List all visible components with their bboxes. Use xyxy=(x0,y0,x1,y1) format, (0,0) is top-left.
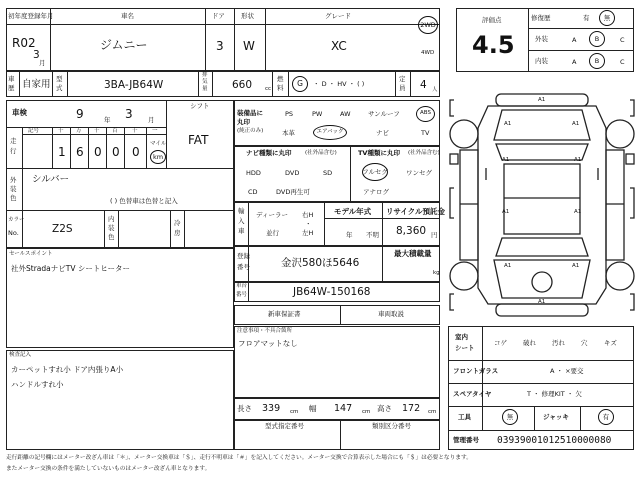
registration-label-2: 番号 xyxy=(237,263,250,271)
capacity-label-2: 員 xyxy=(399,84,406,92)
chassis-value: JB64W-150168 xyxy=(293,286,371,298)
tv-title: TV種類に丸印 xyxy=(358,149,400,157)
model-year-label: モデル年式 xyxy=(334,207,372,216)
score-label: 評価点 xyxy=(482,16,502,24)
repair-label: 修復歴 xyxy=(531,14,551,22)
seat-label-2: シート xyxy=(455,344,475,352)
jack-label: ジャッキ xyxy=(543,413,569,421)
import-label-3: 車 xyxy=(238,227,245,235)
inspection-label: 車検 xyxy=(12,108,27,117)
sales-point-box xyxy=(6,248,234,348)
width-value: 147 xyxy=(334,403,353,414)
equip-sunroof: サンルーフ xyxy=(368,110,400,118)
navi-title-note: (社外品含む) xyxy=(305,150,337,156)
capacity-label-1: 定 xyxy=(399,75,406,83)
import-dealer: ディーラー xyxy=(256,211,288,219)
sales-point-label: セールスポイント xyxy=(9,251,53,257)
registration-label-1: 登録 xyxy=(237,252,250,260)
interior-b-circle: B xyxy=(589,53,605,69)
model-year-unit: 年 xyxy=(346,231,353,239)
inspection-year-unit: 年 xyxy=(104,116,111,124)
grade-value: XC xyxy=(331,39,347,53)
seat-hole: 穴 xyxy=(581,339,588,347)
interior-c: C xyxy=(620,58,625,66)
damage-mark: A1 xyxy=(538,97,546,103)
exterior-a: A xyxy=(572,36,577,44)
first-reg-month-unit: 月 xyxy=(39,59,46,67)
model-label-1: 型 xyxy=(56,75,63,83)
warranty-box xyxy=(234,305,440,325)
warranty-manual: 車両取説 xyxy=(378,310,404,318)
equip-airbag-circle: エアバック xyxy=(313,125,347,140)
color-code-value: Z2S xyxy=(52,223,73,235)
navi-title: ナビ種類に丸印 xyxy=(246,149,292,157)
inspector-line-1: カーペットすれ小 ドア内張りA小 xyxy=(11,365,124,374)
equip-navi: ナビ xyxy=(376,129,389,137)
footer-line-2: またメーター交換の条件を満たしていないものはメーター改ざん車となります。 xyxy=(6,466,211,472)
mileage-label-1: 走 xyxy=(10,137,17,145)
disp-label-1: 排 xyxy=(202,72,208,78)
mileage-header-0: 記号 xyxy=(28,128,40,134)
import-left-h: 左H xyxy=(302,229,314,237)
door-value: 3 xyxy=(216,39,224,53)
import-dot: ・ xyxy=(305,220,312,228)
interior-label: 内装 xyxy=(535,57,548,65)
spare-options: T ・ 修理KIT ・ 欠 xyxy=(527,390,582,398)
drive-4wd: 4WD xyxy=(421,50,435,56)
equip-leather: 本革 xyxy=(282,129,295,137)
chassis-label-1: 車台 xyxy=(236,283,248,289)
width-unit: cm xyxy=(362,409,371,415)
score-value: 4.5 xyxy=(472,31,515,59)
mgmt-label: 管理番号 xyxy=(453,436,479,444)
name-value: ジムニー xyxy=(100,38,148,52)
fuel-label-2: 料 xyxy=(277,84,284,92)
caution-text: フロアマットなし xyxy=(238,339,298,348)
recycle-label: リサイクル預託金 xyxy=(386,207,445,216)
equipment-title-2: 丸印 xyxy=(237,118,250,126)
first-reg-year: R02 xyxy=(12,36,36,50)
name-label: 車名 xyxy=(121,12,134,20)
disp-label-3: 量 xyxy=(202,86,208,92)
color-code-label-2: No. xyxy=(8,229,19,237)
tv-fullseg-circle: フルセグ xyxy=(362,163,388,181)
exterior-c: C xyxy=(620,36,625,44)
use-label-1: 車 xyxy=(8,75,15,83)
fuel-label-1: 燃 xyxy=(277,75,284,83)
tools-value-circle: 無 xyxy=(502,409,518,425)
first-reg-month: 3 xyxy=(33,49,40,61)
damage-mark: A1 xyxy=(502,209,510,215)
import-parallel: 並行 xyxy=(266,229,279,237)
row2-box xyxy=(6,71,440,97)
damage-mark: A1 xyxy=(504,263,512,269)
damage-mark: A1 xyxy=(502,157,510,163)
seat-burn: コゲ xyxy=(494,339,507,347)
navi-hdd: HDD xyxy=(246,169,261,177)
exterior-b-circle: B xyxy=(589,31,605,47)
seat-scratch: キズ xyxy=(604,339,617,347)
repair-no-circle: 無 xyxy=(599,10,615,26)
mileage-header-1: 十 xyxy=(58,128,64,134)
equip-pw: PW xyxy=(312,110,323,118)
length-unit: cm xyxy=(290,409,299,415)
capacity-unit: 人 xyxy=(432,87,438,93)
seat-label-1: 室内 xyxy=(455,333,468,341)
equipment-title-3: (純正のみ) xyxy=(237,128,264,134)
disp-label-2: 気 xyxy=(202,79,208,85)
damage-mark: A1 xyxy=(574,157,582,163)
height-unit: cm xyxy=(428,409,437,415)
door-label: ドア xyxy=(212,12,225,20)
tv-analog: アナログ xyxy=(363,188,389,196)
inspection-month-unit: 月 xyxy=(148,116,155,124)
damage-mark: A1 xyxy=(572,263,580,269)
color-code-label-1: カラー xyxy=(8,217,25,223)
shape-value: W xyxy=(243,39,255,53)
fuel-options-rest: ・ D ・ HV ・ ( ) xyxy=(313,80,365,88)
mileage-digit-5: 0 xyxy=(132,145,140,159)
navi-dvd-play: DVD再生可 xyxy=(276,188,310,196)
shape-label: 形状 xyxy=(241,12,254,20)
color-label-2: 装 xyxy=(10,185,17,193)
color-label-3: 色 xyxy=(10,194,17,202)
caution-label: 注意事項・不具合箇所 xyxy=(237,328,293,334)
drive-2wd-circle: 2WD xyxy=(418,16,438,34)
mileage-label-2: 行 xyxy=(10,147,17,155)
damage-mark: A1 xyxy=(504,121,512,127)
mileage-header-3: 千 xyxy=(94,128,100,134)
height-label: 高さ xyxy=(377,404,392,413)
recycle-value: 8,360 xyxy=(396,225,427,237)
length-label: 長さ xyxy=(237,404,252,413)
ac-label-1: 冷 xyxy=(174,219,181,227)
mileage-digit-3: 0 xyxy=(94,145,102,159)
mileage-header-5: 十 xyxy=(132,128,138,134)
registration-value: 金沢580ほ5646 xyxy=(281,257,360,269)
sales-point-text: 社外StradaナビTV シートヒーター xyxy=(11,264,131,273)
disp-value: 660 xyxy=(232,79,253,91)
import-right-h: 右H xyxy=(302,211,314,219)
damage-mark: A1 xyxy=(574,209,582,215)
height-value: 172 xyxy=(402,403,421,414)
type-class-label: 類別区分番号 xyxy=(372,422,411,430)
tools-label: 工具 xyxy=(458,413,471,421)
ac-label-2: 房 xyxy=(174,229,181,237)
damage-mark: A1 xyxy=(538,299,546,305)
recycle-unit: 円 xyxy=(431,231,438,239)
max-load-label: 最大積載量 xyxy=(394,249,432,258)
mileage-header-4: 百 xyxy=(112,128,118,134)
tv-oneseg: ワンセグ xyxy=(406,169,432,177)
color-note: ( ) 色替車は色替と記入 xyxy=(110,197,178,205)
car-outline-icon xyxy=(448,88,636,324)
inspection-month: 3 xyxy=(125,107,133,121)
glass-options: A ・ ×要交 xyxy=(550,367,584,375)
mgmt-value: 03939001012510000080 xyxy=(497,435,612,446)
car-damage-diagram xyxy=(448,88,636,324)
mileage-header-6: 一 xyxy=(152,128,158,134)
mileage-unit-mile: マイル xyxy=(150,141,167,147)
exterior-label: 外装 xyxy=(535,35,548,43)
color-label-1: 外 xyxy=(10,176,17,184)
equip-aw: AW xyxy=(340,110,351,118)
type-spec-label: 型式指定番号 xyxy=(265,422,304,430)
interior-color-label-3: 色 xyxy=(108,233,115,241)
chassis-label-2: 番号 xyxy=(236,292,248,298)
color-value: シルバー xyxy=(32,174,70,185)
width-label: 幅 xyxy=(309,404,317,413)
capacity-value: 4 xyxy=(420,79,427,91)
model-label-2: 式 xyxy=(56,84,63,92)
max-load-unit: kg xyxy=(433,270,440,276)
mileage-digit-1: 1 xyxy=(58,145,66,159)
first-reg-label: 初年度登録年月 xyxy=(8,12,54,20)
seat-tear: 破れ xyxy=(523,339,536,347)
tv-title-note: (社外品含む) xyxy=(408,150,440,156)
mileage-digit-2: 6 xyxy=(76,145,84,159)
disp-unit: cc xyxy=(265,86,272,92)
model-year-unknown: 不明 xyxy=(366,231,379,239)
interior-a: A xyxy=(572,58,577,66)
inspection-year: 9 xyxy=(76,107,84,121)
use-label-2: 歴 xyxy=(8,84,15,92)
warranty-new-car: 新車保証書 xyxy=(268,310,301,318)
grade-label: グレード xyxy=(325,12,351,20)
import-label-2: 入 xyxy=(238,217,245,225)
import-label-1: 輸 xyxy=(238,207,245,215)
equip-abs-circle: ABS xyxy=(416,106,435,122)
inspector-label: 検査記入 xyxy=(9,352,32,358)
model-value: 3BA-JB64W xyxy=(104,79,164,91)
repair-yes: 有 xyxy=(583,14,590,22)
equipment-title-1: 装備品に xyxy=(237,109,263,117)
damage-mark: A1 xyxy=(572,121,580,127)
navi-cd: CD xyxy=(248,188,258,196)
interior-color-label-1: 内 xyxy=(108,215,115,223)
glass-label: フロントガラス xyxy=(453,367,499,375)
navi-sd: SD xyxy=(323,169,333,177)
use-value: 自家用 xyxy=(22,79,51,90)
footer-line-1: 走行距離の記号欄にはメーター改ざん車は「＊」、メーター交換車は「＄」、走行不明車は「＃」を記入してください。メーター交換で合算表示した場合にも「＄」は必要となります。 xyxy=(6,455,472,461)
shift-value: FAT xyxy=(188,133,209,147)
equip-tv: TV xyxy=(421,129,430,137)
length-value: 339 xyxy=(262,403,281,414)
shift-label: シフト xyxy=(190,102,210,110)
mileage-digit-4: 0 xyxy=(112,145,120,159)
mileage-header-2: 万 xyxy=(76,128,82,134)
mileage-unit-km-circle: km xyxy=(150,150,166,164)
spare-label: スペアタイヤ xyxy=(453,390,492,398)
inspector-line-2: ハンドルすれ小 xyxy=(11,380,64,389)
equip-ps: PS xyxy=(285,110,294,118)
seat-stain: 汚れ xyxy=(552,339,565,347)
caution-box xyxy=(234,326,440,398)
jack-value-circle: 有 xyxy=(598,409,614,425)
interior-color-label-2: 装 xyxy=(108,224,115,232)
navi-dvd: DVD xyxy=(285,169,300,177)
fuel-g-circle: G xyxy=(292,76,308,92)
